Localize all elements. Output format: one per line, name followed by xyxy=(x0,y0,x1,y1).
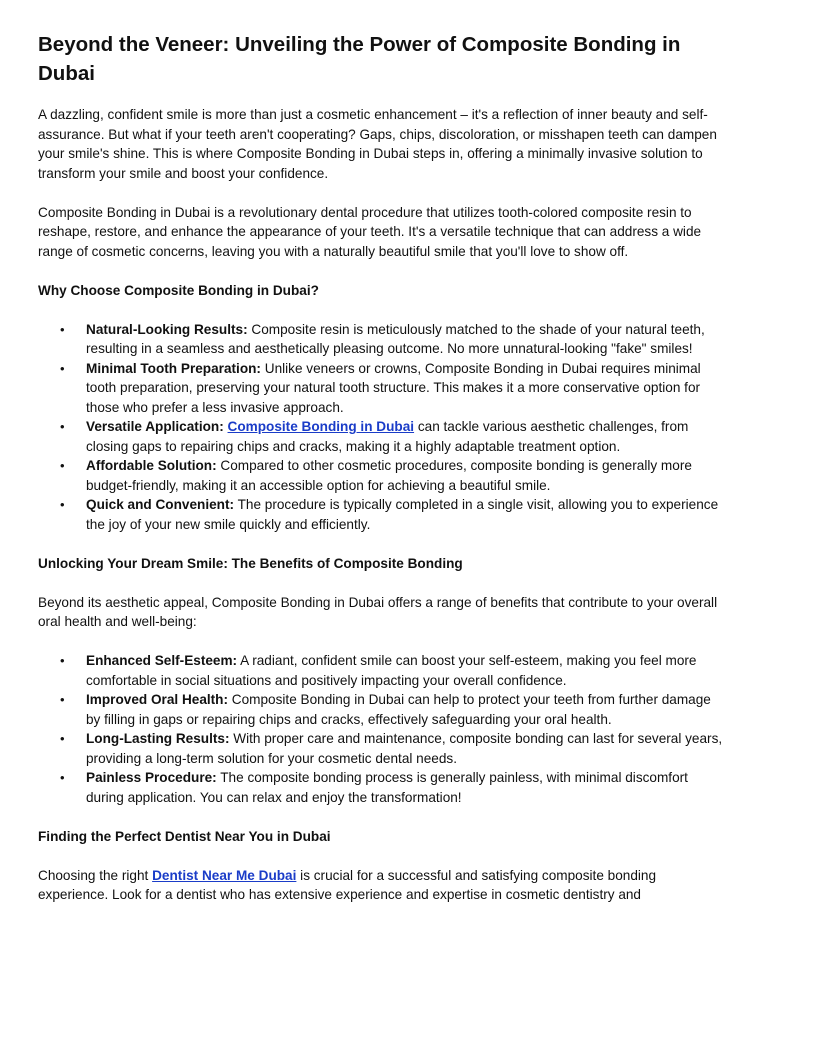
list-item-text: can tackle various aesthetic challenges, from closing gaps to repairing chips and cracks, making it a highly adaptable treatment option. xyxy=(86,419,689,454)
list-item-label: Painless Procedure: xyxy=(86,770,217,785)
bullet-icon: • xyxy=(60,653,65,668)
list-item xyxy=(38,320,728,359)
dentist-heading: Finding the Perfect Dentist Near You in Dubai xyxy=(38,828,331,844)
benefits-list xyxy=(38,651,728,807)
page-title: Beyond the Veneer: Unveiling the Power of Composite Bonding in Dubai xyxy=(38,33,681,85)
list-item xyxy=(38,417,728,456)
list-item-text: Composite resin is meticulously matched to the shade of your natural teeth, resulting in a seamless and aesthetically pleasing outcome. No more unnatural-looking "fake" smiles! xyxy=(86,321,705,356)
bullet-icon: • xyxy=(60,360,65,376)
list-item xyxy=(38,495,728,534)
list-item-label: Affordable Solution: xyxy=(86,458,217,473)
list-item xyxy=(38,456,728,495)
list-item xyxy=(38,729,728,768)
dentist-text-after: is crucial for a successful and satisfying composite bonding experience. Look for a dentist who has extensive experience and expertise in cosmetic dentistry and xyxy=(38,867,657,902)
list-item-text: Composite Bonding in Dubai can help to protect your teeth from further damage by filling in gaps or repairing chips and cracks, effectively safeguarding your oral health. xyxy=(86,692,711,727)
dentist-near-me-link[interactable]: Dentist Near Me Dubai xyxy=(152,867,297,883)
list-item-label: Versatile Application: xyxy=(86,419,224,434)
list-item-label: Minimal Tooth Preparation: xyxy=(86,360,261,376)
document-page xyxy=(38,30,728,905)
bullet-icon: • xyxy=(60,692,65,707)
composite-bonding-link[interactable]: Composite Bonding in Dubai xyxy=(227,419,415,434)
bullet-icon: • xyxy=(60,770,65,785)
list-item-text: The composite bonding process is generally painless, with minimal discomfort during application. You can relax and enjoy the transformation! xyxy=(86,770,688,805)
list-item xyxy=(38,359,728,418)
list-item-label: Enhanced Self-Esteem: xyxy=(86,653,238,668)
intro-paragraph-2: Composite Bonding in Dubai is a revolutionary dental procedure that utilizes tooth-colored composite resin to reshape, restore, and enhance the appearance of your teeth. It's a versatile technique that can address a wide range of cosmetic concerns, leaving you with a naturally beautiful smile that you'll love to show off. xyxy=(38,204,702,259)
list-item-text: Unlike veneers or crowns, Composite Bonding in Dubai requires minimal tooth preparation, preserving your natural tooth structure. This makes it a more conservative option for those who prefer a less invasive approach. xyxy=(86,360,701,415)
list-item-text: A radiant, confident smile can boost your self-esteem, making you feel more comfortable in social situations and positively impacting your overall confidence. xyxy=(86,653,697,688)
why-list xyxy=(38,320,728,535)
why-heading: Why Choose Composite Bonding in Dubai? xyxy=(38,282,319,298)
bullet-icon: • xyxy=(60,497,65,512)
list-item-label: Quick and Convenient: xyxy=(86,497,235,512)
list-item xyxy=(38,768,728,807)
bullet-icon: • xyxy=(60,458,65,473)
list-item-text: The procedure is typically completed in a single visit, allowing you to experience the joy of your new smile quickly and efficiently. xyxy=(86,497,719,532)
dentist-paragraph xyxy=(38,866,728,905)
benefits-heading: Unlocking Your Dream Smile: The Benefits of Composite Bonding xyxy=(38,555,463,571)
list-item-label: Long-Lasting Results: xyxy=(86,731,230,746)
list-item-label: Natural-Looking Results: xyxy=(86,321,248,337)
bullet-icon: • xyxy=(60,731,65,746)
dentist-text-before: Choosing the right xyxy=(38,867,153,883)
list-item-text: Compared to other cosmetic procedures, composite bonding is generally more budget-friendly, making it an accessible option for achieving a beautiful smile. xyxy=(86,458,692,493)
bullet-icon: • xyxy=(60,321,65,337)
bullet-icon: • xyxy=(60,419,65,434)
list-item-label: Improved Oral Health: xyxy=(86,692,229,707)
list-item xyxy=(38,690,728,729)
list-item-text: With proper care and maintenance, composite bonding can last for several years, providing a long-term solution for your cosmetic dental needs. xyxy=(86,731,723,766)
intro-paragraph-1: A dazzling, confident smile is more than just a cosmetic enhancement – it's a reflection of inner beauty and self-assurance. But what if your teeth aren't cooperating? Gaps, chips, discoloration, or misshapen teeth can dampen your smile's shine. This is where Composite Bonding in Dubai steps in, offering a minimally invasive solution to transform your smile and boost your confidence. xyxy=(38,107,717,181)
benefits-intro: Beyond its aesthetic appeal, Composite Bonding in Dubai offers a range of benefits that contribute to your overall oral health and well-being: xyxy=(38,594,718,629)
list-item xyxy=(38,651,728,690)
